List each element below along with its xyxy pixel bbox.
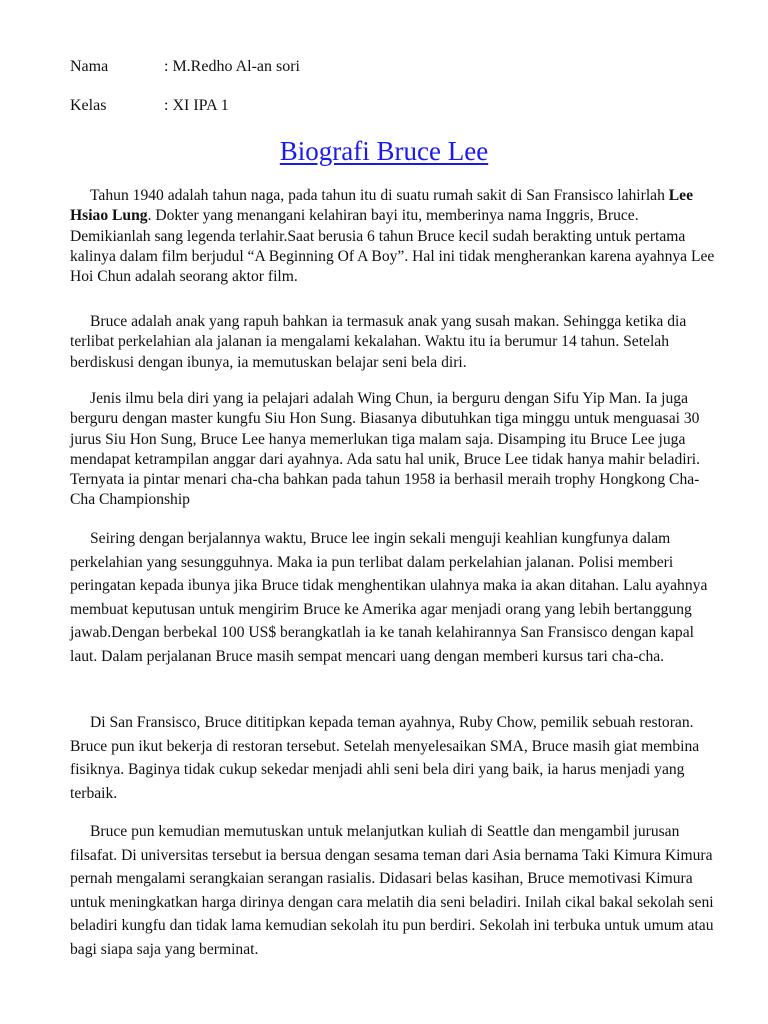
class-value: : XI IPA 1: [164, 97, 229, 114]
paragraph-1-text-a: Tahun 1940 adalah tahun naga, pada tahun itu di suatu rumah sakit di San Fransisco lahirlah: [90, 187, 669, 204]
class-label: Kelas: [70, 97, 107, 114]
paragraph-5: Di San Fransisco, Bruce dititipkan kepada teman ayahnya, Ruby Chow, pemilik sebuah restoran. Bruce pun ikut bekerja di restoran tersebut. Setelah menyelesaikan SMA, Bruce masih giat membina fisiknya. Baginya tidak cukup sekedar menjadi ahli seni bela diri yang baik, ia harus menjadi yang terbaik.: [70, 714, 700, 802]
paragraph-6: Bruce pun kemudian memutuskan untuk melanjutkan kuliah di Seattle dan mengambil jurusan filsafat. Di universitas tersebut ia bersua dengan sesama teman dari Asia bernama Taki Kimura Kimura pernah mengalami serangkaian serangan rasialis. Didasari belas kasihan, Bruce memotivasi Kimura untuk meningkatkan harga dirinya dengan cara melatih dia seni beladiri. Inilah cikal bakal sekolah seni beladiri kungfu dan tidak lama kemudian sekolah itu pun berdiri. Sekolah ini terbuka untuk umum atau bagi siapa saja yang berminat.: [70, 823, 714, 958]
name-label: Nama: [70, 58, 109, 75]
paragraph-3: Jenis ilmu bela diri yang ia pelajari adalah Wing Chun, ia berguru dengan Sifu Yip Man. Ia juga berguru dengan master kungfu Siu Hon Sung. Biasanya dibutuhkan tiga minggu untuk menguasai 30 jurus Siu Hon Sung, Bruce Lee hanya memerlukan tiga malam saja. Disamping itu Bruce Lee juga mendapat ketrampilan anggar dari ayahnya. Ada satu hal unik, Bruce Lee tidak hanya mahir beladiri. Ternyata ia pintar menari cha-cha bahkan pada tahun 1958 ia berhasil meraih trophy Hongkong Cha-Cha Championship: [70, 390, 701, 509]
paragraph-4: Seiring dengan berjalannya waktu, Bruce lee ingin sekali menguji keahlian kungfunya dalam perkelahian yang sesungguhnya. Maka ia pun terlibat dalam perkelahian jalanan. Polisi memberi peringatan kepada ibunya jika Bruce tidak menghentikan ulahnya maka ia akan ditahan. Lalu ayahnya membuat keputusan untuk mengirim Bruce ke Amerika agar menjadi orang yang lebih bertanggung jawab.Dengan berbekal 100 US$ berangkatlah ia ke tanah kelahirannya San Fransisco dengan kapal laut. Dalam perjalanan Bruce masih sempat mencari uang dengan memberi kursus tari cha-cha.: [70, 530, 708, 665]
name-row: [70, 58, 300, 76]
document-title: Biografi Bruce Lee: [279, 136, 489, 166]
paragraph-1-bold-name: Lee Hsiao Lung: [70, 187, 694, 225]
paragraph-1: [70, 186, 720, 287]
paragraph-1-text-b: . Dokter yang menangani kelahiran bayi itu, memberinya nama Inggris, Bruce. Demikianlah sang legenda terlahir.Saat berusia 6 tahun Bruce kecil sudah berakting untuk pertama kalinya dalam film berjudul “A Beginning Of A Boy”. Hal ini tidak mengherankan karena ayahnya Lee Hoi Chun adalah seorang aktor film.: [70, 207, 715, 286]
name-value: : M.Redho Al-an sori: [164, 58, 300, 75]
class-row: [70, 97, 229, 115]
paragraph-2: Bruce adalah anak yang rapuh bahkan ia termasuk anak yang susah makan. Sehingga ketika dia terlibat perkelahian ala jalanan ia mengalami kekalahan. Waktu itu ia berumur 14 tahun. Setelah berdiskusi dengan ibunya, ia memutuskan belajar seni bela diri.: [70, 313, 687, 371]
